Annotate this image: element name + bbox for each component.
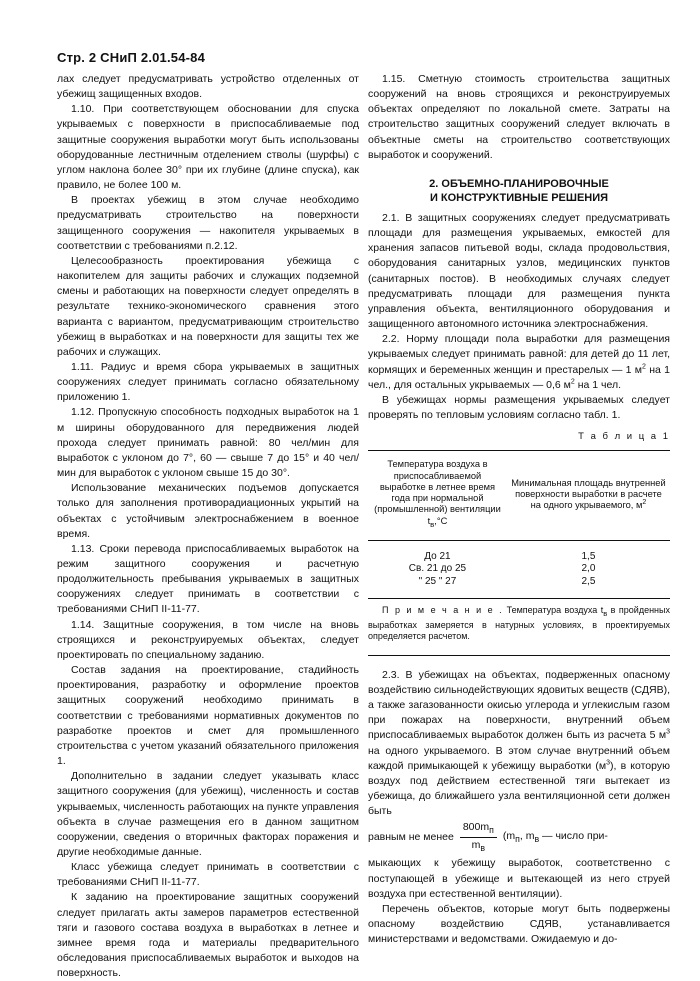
p-2-2-part-c: на 1 чел. [574,378,622,391]
formula-line [368,821,670,854]
left-paragraph: 1.11. Радиус и время сбора укрываемых в защитных сооружениях следует принимать согласно обязательному приложению 1. [57,360,359,404]
paragraph-2-3-continued: мыкающих к убежищу выработок, соответственно с поступающей в убежище и вытекающей из него струей воздуха при естественной вентиляции). [368,857,670,900]
left-paragraph: В проектах убежищ в этом случае необходимо предусматривать строительство на поверхности защищенного сооружения — накопителя укрываемых в соответствии с требованиями п.2.12. [57,194,359,252]
table-row [368,576,670,599]
left-paragraph: 1.14. Защитные сооружения, в том числе на вновь строящихся и реконструируемых объектах, следует проектировать по специальному заданию. [57,618,359,661]
formula-fraction [460,821,497,854]
paragraph-2-2-check: В убежищах нормы размещения укрываемых следует проверять по тепловым условиям согласно табл. 1. [368,393,670,421]
p-2-3-part-c: ), в которую воздух под действием естественной тяги вытекает из убежища, до ближайшего узла вентиляционной сети должен быть [368,759,670,818]
left-paragraph: Целесообразность проектирования убежища с накопителем для защиты рабочих и служащих подземной смены и работающих на поверхности следует определять в результате технико-экономического сравнения этого варианта с вариантом, предусматривающим строительство убежищ в выработках и на поверхности для защиты тех же рабочих и служащих. [57,254,359,358]
table-header-area [507,451,670,541]
suffix-sub-2: в [534,833,540,844]
note-text: Температура воздуха t [503,605,604,616]
p-2-2-part-b: на 1 чел., для остальных укрываемых — 0,6 м [368,363,670,391]
note-label: П р и м е ч а н и е . [382,605,504,616]
table-row [368,563,670,576]
left-column [57,72,359,981]
left-paragraph: Дополнительно в задании следует указывать класс защитного сооружения (для убежищ), численность и состав укрываемых, численность работающих на пункте управления объекта в случае размещения его в данном защитном сооружении, сведения о вторичных факторах поражения и другие необходимые данные. [57,770,359,858]
paragraph-2-3 [368,668,670,820]
table-cell-area: 1,5 [581,550,596,562]
left-paragraph: 1.10. При соответствующем обосновании для спуска укрываемых с поверхности в приспосабливаемые под защитные сооружения выработки могут быть использованы оборудованные лестничным отделением стволы (шурфы) с углом наклона более 30° при их глубине (длине спуска), как правило, не более 100 м. [57,103,359,192]
paragraph-2-2 [368,332,670,393]
table-header-temperature [368,451,507,541]
page-header: Стр. 2 СНиП 2.01.54-84 [57,50,206,65]
formula-numerator [460,821,497,838]
left-paragraph: 1.12. Пропускную способность подходных выработок на 1 м ширины оборудованного для передвижения людей прохода следует принимать равной: 80 чел/мин для выработок с уклоном до 7°, 60 — свыше 7 до 15° и 40 чел/мин для выработок с уклоном свыше 15 до 30°. [57,406,359,480]
left-paragraph: Состав задания на проектирование, стадийность проектирования, разработку и оформление проектов защитных сооружений необходимо принимать в соответствии с требованиями нормативных документов по разработке проектов и смет для промышленного строительства с учетом указаний обязательного приложения 1. [57,664,359,768]
paragraph-sdyav-list: Перечень объектов, которые могут быть подвержены опасному воздействию СДЯВ, устанавливается министерствами и ведомствами. Ожидаемую и до- [368,902,670,946]
table-note [368,605,670,642]
numerator-sub: п [489,825,494,836]
formula-suffix [503,829,608,847]
paragraph-1-15: 1.15. Сметную стоимость строительства защитных сооружений на вновь строящихся и реконструируемых объектах определяют по локальной смете. Затраты на строительство защитных сооружений следует включать в объектные сметы на строительство соответствующих выработок и сооружений. [368,73,670,161]
table-header-row [368,451,670,541]
table-row [368,540,670,563]
left-paragraph: лах следует предусматривать устройство отделенных от убежищ защищенных входов. [57,73,359,101]
suffix-sub-1: п [515,833,520,844]
superscript-3: 3 [666,728,670,736]
right-column [368,72,670,947]
table-cell-area: 2,0 [581,563,596,575]
left-paragraph: Использование механических подъемов допускается только для заполнения противорадиационных укрытий на объектах с устойчивым электроснабжением в военное время. [57,482,359,540]
superscript-2: 2 [642,363,646,370]
denominator-sub: в [480,843,486,854]
numerator-text: 800m [462,821,490,834]
table-caption: Т а б л и ц а 1 [578,431,670,443]
left-paragraph: 1.13. Сроки перевода приспосабливаемых выработок на режим защитного сооружения и расчетную продолжительность пребывания укрываемых в защитных сооружениях следует принимать в соответствии с требованиями СНиП II-11-77. [57,542,359,616]
table-cell-area: 2,5 [507,576,670,599]
header-area-text: Минимальная площадь внутренней поверхности выработки в расчете на одного укрываемого, м [511,477,666,511]
left-paragraph: Класс убежища следует принимать в соответствии с требованиями СНиП II-11-77. [57,861,359,889]
divider [368,655,670,656]
superscript-2: 2 [642,499,647,507]
formula-prefix: равным не менее [368,831,454,844]
denominator-text: m [471,839,481,852]
header-temp-unit: ,°С [434,515,448,526]
superscript-2: 2 [570,378,575,386]
suffix-1: (m [502,829,516,842]
table-cell-temp: Св. 21 до 25 [408,563,467,575]
section-title-line-2: И КОНСТРУКТИВНЫЕ РЕШЕНИЯ [429,191,609,204]
paragraph-2-1: 2.1. В защитных сооружениях следует предусматривать площади для размещения укрываемых, емкостей для хранения запасов питьевой воды, склада продовольствия, оборудования санитарных узлов, медицинских пунктов (санитарных постов). В необходимых случаях следует предусматривать площади для размещения пункта управления объекта, вентиляционного оборудования и защищенного автономного источника электроснабжения. [368,211,670,331]
section-title-line-1: 2. ОБЪЕМНО-ПЛАНИРОВОЧНЫЕ [429,177,609,190]
table-cell-temp: " 25 " 27 [368,576,507,599]
table-cell-temp: До 21 [424,550,451,562]
header-temp-text: Температура воздуха в приспосабливаемой выработке в летнее время года при нормальной (промышленной) вентиляции t [374,459,501,526]
note-text-2: в пройденных выработках замеряется в натурных условиях, в проектируемых определяется расчетом. [368,605,670,642]
formula-denominator [472,838,485,854]
table-1 [368,450,670,599]
p-2-2-part-a: 2.2. Норму площади пола выработки для размещения укрываемых следует принимать равной: для детей до 11 лет, кормящих и беременных женщин и престарелых — 1 м [368,333,670,376]
left-paragraph: К заданию на проектирование защитных сооружений следует прилагать акты замеров параметров естественной тяги и газового состава воздуха в выработках в летнее и зимнее время года и материалы предварительного обследования приспосабливаемых выработок и выходов на поверхность. [57,891,359,980]
suffix-3: — число при- [539,829,608,842]
suffix-2: , m [519,829,535,842]
section-title [368,177,670,205]
p-2-3-part-a: 2.3. В убежищах на объектах, подверженных опасному воздействию сильнодействующих ядовитых веществ (СДЯВ), а также загазованности окисью углерода и углекислым газом при пожарах на поверхности, внутренний объем приспосабливаемых выработок должен быть из расчета 5 м [368,668,670,742]
p-2-3-part-b: на одного укрываемого. В этом случае внутренний объем каждой примыкающей к убежищу выработки (м [368,744,670,772]
superscript-3: 3 [606,759,610,767]
header-temp-sub: в [430,519,435,529]
note-sub: в [603,609,608,619]
